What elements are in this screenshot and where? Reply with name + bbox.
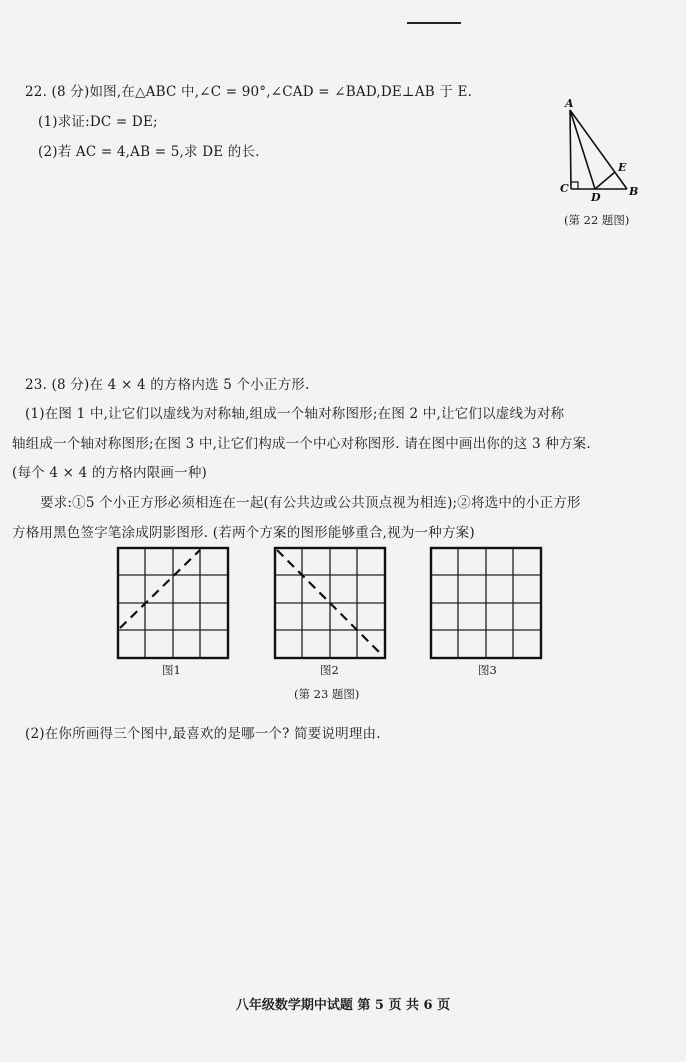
point-e-label: E [618, 161, 627, 174]
q23-requirement-line2: 方格用黑色签字笔涂成阴影图形. (若两个方案的图形能够重合,视为一种方案) [12, 525, 475, 541]
q23-stem: 23. (8 分)在 4 × 4 的方格内选 5 个小正方形. [25, 377, 310, 393]
symmetry-axis-1 [120, 550, 200, 628]
q22-part1: (1)求证:DC = DE; [38, 114, 158, 130]
grid-figure-3[interactable] [431, 548, 541, 658]
figure-3-label: 图3 [478, 663, 497, 677]
grid-figure-1[interactable] [118, 548, 228, 658]
q23-requirement-line1: 要求:①5 个小正方形必须相连在一起(有公共边或公共顶点视为相连);②将选中的小正方形 [40, 495, 581, 511]
figure-1-label: 图1 [162, 663, 181, 677]
q22-triangle-figure [545, 95, 655, 205]
q23-figure-caption: (第 23 题图) [294, 687, 360, 701]
top-rule [407, 22, 461, 24]
grid-figure-2[interactable] [275, 548, 385, 658]
point-b-label: B [629, 185, 639, 198]
q23-part1-line1: (1)在图 1 中,让它们以虚线为对称轴,组成一个轴对称图形;在图 2 中,让它们以虚线为对称 [25, 406, 565, 422]
point-d-label: D [591, 191, 601, 204]
q23-part1-line3: (每个 4 × 4 的方格内限画一种) [12, 465, 207, 481]
q23-part2: (2)在你所画得三个图中,最喜欢的是哪一个? 简要说明理由. [25, 726, 381, 742]
page-footer: 八年级数学期中试题 第 5 页 共 6 页 [235, 998, 451, 1013]
point-a-label: A [565, 97, 574, 110]
q23-part1-line2: 轴组成一个轴对称图形;在图 3 中,让它们构成一个中心对称图形. 请在图中画出你的这 3 种方案. [12, 436, 591, 452]
q22-part2: (2)若 AC = 4,AB = 5,求 DE 的长. [38, 144, 260, 160]
figure-2-label: 图2 [320, 663, 339, 677]
point-c-label: C [560, 182, 569, 195]
q22-stem: 22. (8 分)如图,在△ABC 中,∠C = 90°,∠CAD = ∠BAD,DE⊥AB 于 E. [25, 84, 473, 100]
q22-figure-caption: (第 22 题图) [564, 213, 630, 227]
